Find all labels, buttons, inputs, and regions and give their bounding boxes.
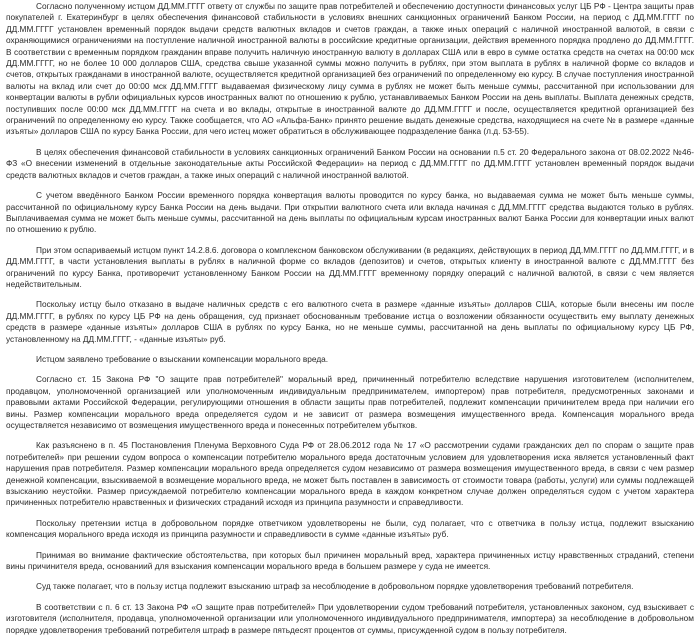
paragraph: Истцом заявлено требование о взыскании компенсации морального вреда. <box>36 353 329 364</box>
paragraph: Поскольку истцу было отказано в выдаче наличных средств с его валютного счета в размере «данные изъяты» долларов США, которые были внесены им после ДД.ММ.ГГГГ, в рублях по курсу ЦБ РФ на день обращения, суд признает обоснованным требование истца о возложении обязанности осуществить ему выплату денежных средств в размере «данные изъяты» долларов США в рублях по курсу Банка, но не меньше суммы, рассчитанной на день выплаты по официальному курсу ЦБ РФ, установленному на ДД.ММ.ГГГГ, - «данные изъяты» руб. <box>6 299 694 344</box>
paragraph: Поскольку претензии истца в добровольном порядке ответчиком удовлетворены не были, суд полагает, что с ответчика в пользу истца, подлежит взысканию компенсация морального вреда исходя из принципа разумности и справедливости в сумме «данные изъяты» руб. <box>6 517 694 540</box>
paragraph: Суд также полагает, что в пользу истца подлежит взысканию штраф за несоблюдение в добровольном порядке удовлетворения требований потребителя. <box>36 581 634 592</box>
paragraph: В соответствии с п. 6 ст. 13 Закона РФ «О защите прав потребителей» При удовлетворении судом требований потребителя, установленных законом, суд взыскивает с изготовителя (исполнителя, продавца, уполномоченной организации или уполномоченного индивидуального предпринимателя, импортера) за несоблюдение в добровольном порядке удовлетворения требований потребителя штраф в размере пятьдесят процентов от суммы, присужденной судом в пользу потребителя. <box>6 601 694 635</box>
paragraph: В целях обеспечения финансовой стабильности в условиях санкционных ограничений Банком России на основании п.5 ст. 20 Федерального закона от 08.02.2022 №46-ФЗ «О внесении изменений в отдельные законодательные акты Российской Федерации» на период с ДД.ММ.ГГГГ по ДД.ММ.ГГГГ установлен временный порядок выдачи средств валютных вкладов и счетов граждан, а также иных операций с наличной иностранной валютой. <box>6 146 694 180</box>
paragraph: Как разъяснено в п. 45 Постановления Пленума Верховного Суда РФ от 28.06.2012 года № 17 «О рассмотрении судами гражданских дел по спорам о защите прав потребителей» при решении судом вопроса о компенсации потребителю морального вреда достаточным условием для удовлетворения иска является установленный факт нарушения прав потребителя. Размер компенсации морального вреда определяется судом независимо от размера возмещения имущественного вреда, в связи с чем размер денежной компенсации, взыскиваемой в возмещение морального вреда, не может быть поставлен в зависимость от стоимости товара (работы, услуги) или суммы подлежащей взысканию неустойки. Размер присуждаемой потребителю компенсации морального вреда в каждом конкретном случае должен определяться судом с учетом характера причиненных потребителю нравственных и физических страданий исходя из принципа разумности и справедливости. <box>6 440 694 508</box>
paragraph: Принимая во внимание фактические обстоятельства, при которых был причинен моральный вред, характера причиненных истцу нравственных страданий, степени вины причинителя вреда, основаниий для взыскания компенсации морального вреда в большем размере у суда не имеется. <box>6 549 694 572</box>
paragraph: С учетом введённого Банком России временного порядка конвертация валюты проводится по курсу банка, но выдаваемая сумма не может быть меньше суммы, рассчитанной по официальному курсу Банка России на день выдачи. При открытии валютного счета или вклада начиная с ДД.ММ.ГГГГ средства выдаются только в рублях. Выплачиваемая сумма не может быть меньше суммы, рассчитанной на день выплаты по официальным курсам иностранных валют Банка России для конвертации иных валют по отношению к рублю. <box>6 190 694 235</box>
paragraph: Согласно полученному истцом ДД.ММ.ГГГГ ответу от службы по защите прав потребителей и обеспечению доступности финансовых услуг ЦБ РФ - Центра защиты прав покупателей г. Екатеринбург в целях обеспечения финансовой стабильности в условиях внешних санкционных ограничений Банком России, на период с ДД.ММ.ГГГГ по ДД.ММ.ГГГГ установлен временный порядок выдачи средств валютных вкладов и счетов граждан, а также иных операций с наличной иностранной валютой, в связи с охраняющимися ограничениями на поступление наличной иностранной валюты в российские кредитные организации, действия временного порядка продлено до ДД.ММ.ГГГГ. В соответствии с временным порядком гражданин вправе получить наличную иностранную валюту в долларах США или в евро в сумме остатка средств на счетах на 00:00 мск ДД.ММ.ГГГГ, но не более 10 000 долларов США, средства свыше указанной суммы можно получить в рублях, при этом выплата в рублях в наличной форме со вкладов и счетов, открытых гражданами в иностранной валюте, осуществляется кредитной организацией без ограничений по определенному ею курсу. В случае поступления иностранной валюты на вклад или счет до 00:00 мск ДД.ММ.ГГГГ выдаваемая физическому лицу сумма в рублях не может быть меньше суммы, рассчитанной при использовании для конвертации валюты в рубли официальных курсов иностранных валют по отношению к рублю, устанавливаемых Банком России на день выплаты. Выплата денежных средств, поступивших после 00:00 мск ДД.ММ.ГГГГ на счета и во вклады, открытые в иностранной валюте до ДД.ММ.ГГГГ и после, осуществляется кредитной организацией без ограничений по определенному ею курсу. Также сообщается, что АО «Альфа-Банк» принято решение выдать денежные средства, находящиеся на счете № в размере «данные изъяты» долларов США по курсу Банка России, для чего истец может обратиться в обслуживающее подразделение банка (л.д. 53-55). <box>6 1 694 137</box>
paragraph: Согласно ст. 15 Закона РФ "О защите прав потребителей" моральный вред, причиненный потребителю вследствие нарушения изготовителем (исполнителем, продавцом, уполномоченной организацией или уполномоченным индивидуальным предпринимателем, импортером) прав потребителя, предусмотренных законами и правовыми актами Российской Федерации, регулирующими отношения в области защиты прав потребителей, подлежит компенсации причинителем вреда при наличии его вины. Размер компенсации морального вреда определяется судом и не зависит от размера возмещения имущественного вреда. Компенсация морального вреда осуществляется независимо от возмещения имущественного вреда и понесенных потребителем убытков. <box>6 374 694 430</box>
paragraph: При этом оспариваемый истцом пункт 14.2.8.6. договора о комплексном банковском обслуживании (в редакциях, действующих в период ДД.ММ.ГГГГ по ДД.ММ.ГГГГ, и в ДД.ММ.ГГГГ, в части установления выплаты в рублях в наличной форме со вкладов (депозитов) и счетов, открытых клиенту в иностранной валюте с ДД.ММ.ГГГГ без ограничений по курсу Банка, противоречит установленному Банком России на ДД.ММ.ГГГГ временному порядку операций с наличной валютой, в связи с чем является недействительным. <box>6 244 694 289</box>
